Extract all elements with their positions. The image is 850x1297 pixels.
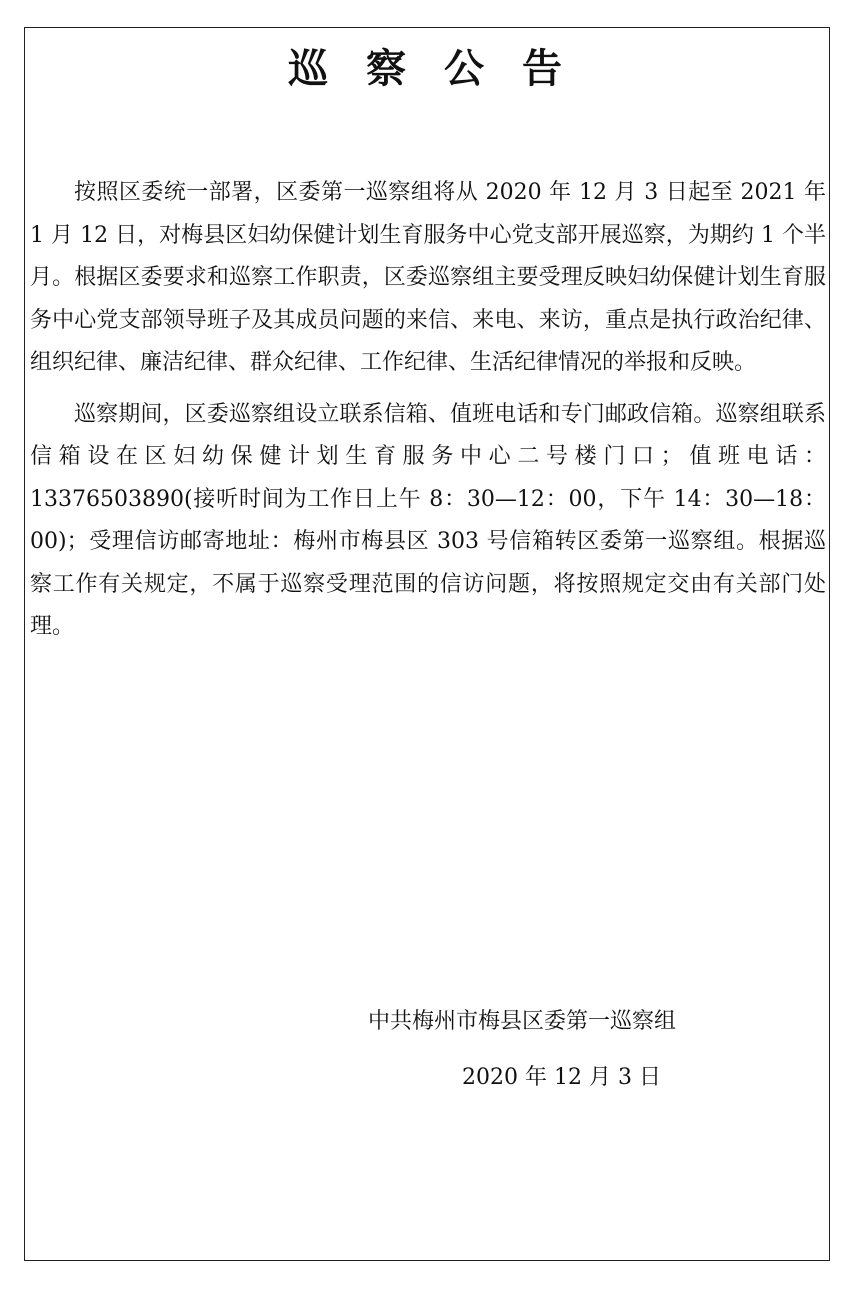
paragraph-inspection-schedule: 按照区委统一部署，区委第一巡察组将从 2020 年 12 月 3 日起至 2021 年 1 月 12 日，对梅县区妇幼保健计划生育服务中心党支部开展巡察，为期约 1 个半月。根据区委要求和巡察工作职责，区委巡察组主要受理反映妇幼保健计划生育服务中心党支部领导班子及其成员问题的来信、来电、来访，重点是执行政治纪律、组织纪律、廉洁纪律、群众纪律、工作纪律、生活纪律情况的举报和反映。 (30, 180, 826, 375)
paragraph-contact-info: 巡察期间，区委巡察组设立联系信箱、值班电话和专门邮政信箱。巡察组联系信箱设在区妇幼保健计划生育服务中心二号楼门口；值班电话：13376503890(接听时间为工作日上午 8：30—12：00，下午 14：30—18：00)；受理信访邮寄地址：梅州市梅县区 303 号信箱转区委第一巡察组。根据巡察工作有关规定，不属于巡察受理范围的信访问题，将按照规定交由有关部门处理。 (30, 401, 826, 639)
signature-date: 2020 年 12 月 3 日 (462, 1065, 661, 1090)
notice-body (30, 172, 826, 649)
signature-organization: 中共梅州市梅县区委第一巡察组 (368, 1009, 677, 1034)
notice-title: 巡察公告 (288, 46, 600, 92)
